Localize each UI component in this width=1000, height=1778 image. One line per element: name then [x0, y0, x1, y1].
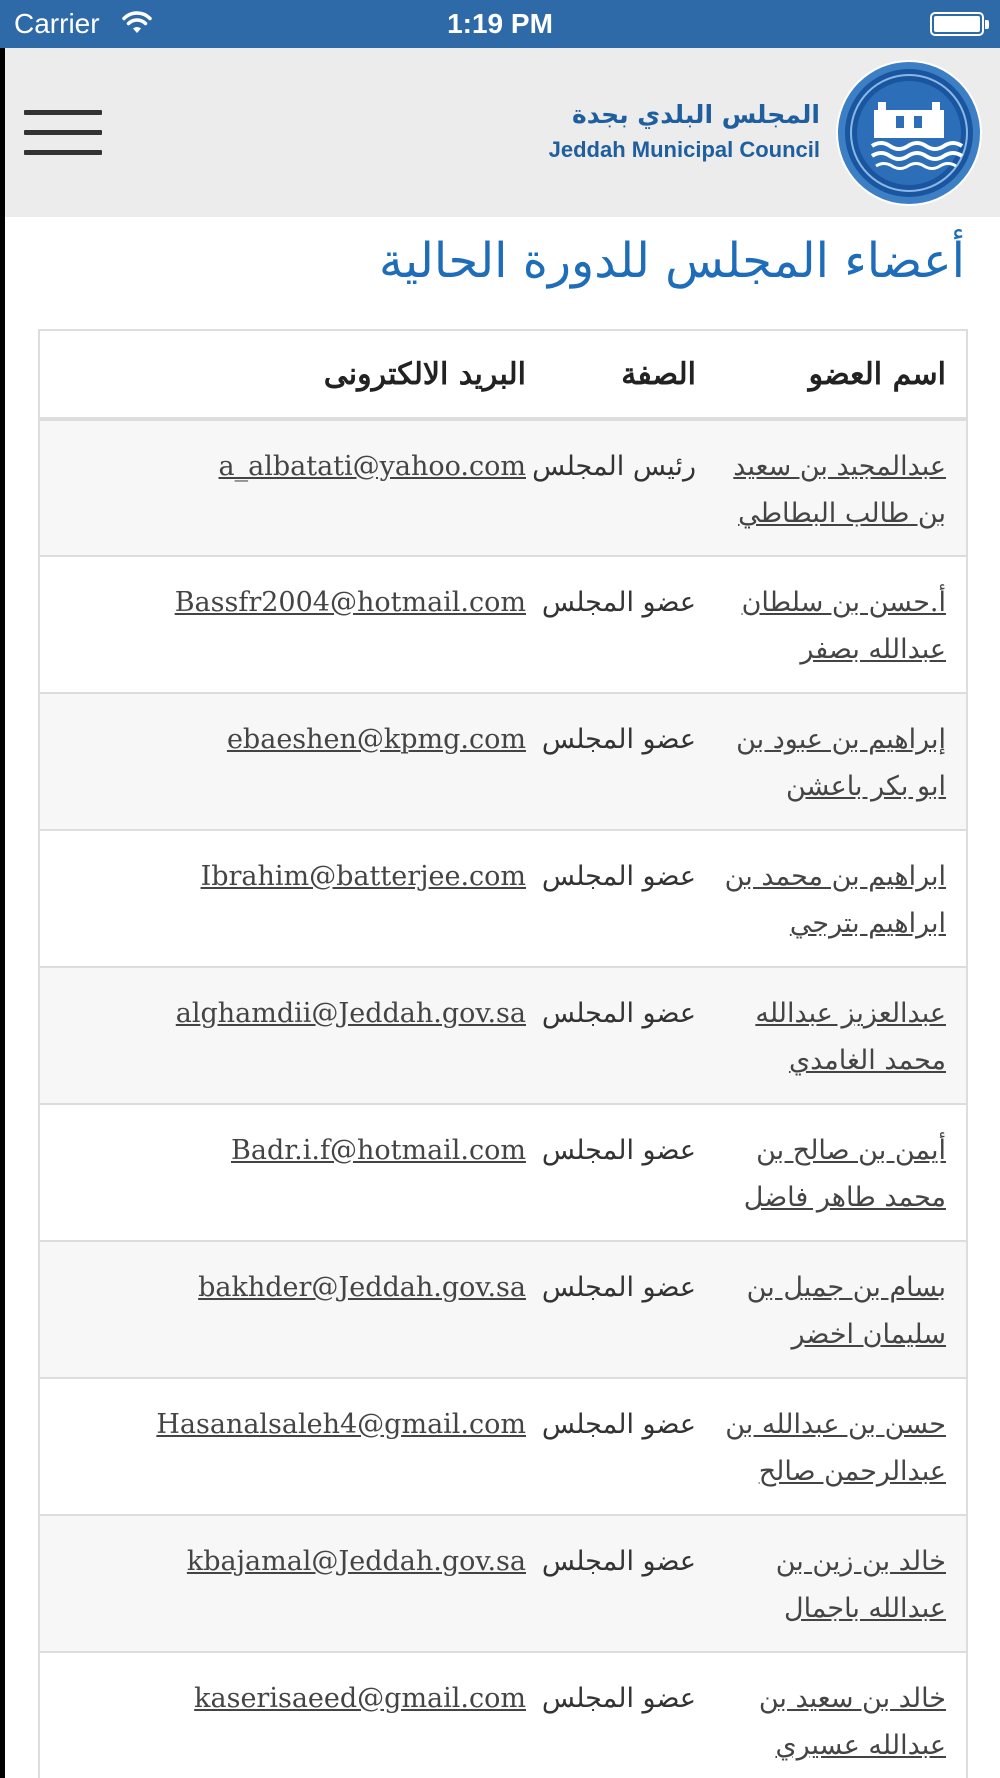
app-header	[5, 48, 1000, 217]
member-email-link[interactable]: Badr.i.f@hotmail.com	[231, 1135, 526, 1166]
table-header-row	[40, 331, 966, 419]
member-email-cell	[40, 419, 526, 556]
member-name-line1: إبراهيم بن عبود بن	[736, 724, 946, 755]
member-name-link[interactable]	[725, 1409, 946, 1487]
member-email-cell	[40, 693, 526, 830]
member-name-link[interactable]	[733, 451, 946, 529]
member-name-line2: عبدالله عسيري	[775, 1730, 946, 1761]
member-role-cell: عضو المجلس	[526, 1378, 696, 1515]
member-email-link[interactable]: Hasanalsaleh4@gmail.com	[156, 1409, 526, 1440]
logo-text	[549, 100, 820, 163]
member-role-cell: عضو المجلس	[526, 830, 696, 967]
member-name-line1: بسام بن جميل بن	[746, 1272, 946, 1303]
member-name-line2: ابراهيم بترجي	[789, 908, 946, 939]
member-name-line1: أيمن بن صالح بن	[756, 1135, 946, 1166]
member-name-cell	[696, 1515, 966, 1652]
page-title: أعضاء المجلس للدورة الحالية	[379, 233, 965, 289]
member-name-cell	[696, 1241, 966, 1378]
member-role-cell: عضو المجلس	[526, 693, 696, 830]
member-name-cell	[696, 830, 966, 967]
table-row	[40, 693, 966, 830]
member-name-line1: خالد بن سعيد بن	[758, 1683, 946, 1714]
member-name-line2: عبدالرحمن صالح	[758, 1456, 946, 1487]
table-row	[40, 556, 966, 693]
member-name-line2: سليمان اخضر	[791, 1319, 946, 1350]
member-email-cell	[40, 1652, 526, 1778]
member-name-link[interactable]	[736, 724, 946, 802]
member-email-cell	[40, 1241, 526, 1378]
member-email-cell	[40, 830, 526, 967]
member-email-link[interactable]: alghamdii@Jeddah.gov.sa	[175, 998, 526, 1029]
member-name-line2: بن طالب البطاطي	[738, 498, 946, 529]
table-row	[40, 419, 966, 556]
member-email-link[interactable]: bakhder@Jeddah.gov.sa	[198, 1272, 526, 1303]
member-email-cell	[40, 1378, 526, 1515]
hamburger-menu-icon[interactable]	[24, 110, 102, 156]
member-name-line1: حسن بن عبدالله بن	[725, 1409, 946, 1440]
logo-english-name: Jeddah Municipal Council	[548, 137, 820, 162]
member-name-cell	[696, 1378, 966, 1515]
column-header-name: اسم العضو	[696, 331, 966, 419]
member-role-cell: عضو المجلس	[526, 1104, 696, 1241]
table-row	[40, 1652, 966, 1778]
member-name-link[interactable]	[759, 1683, 946, 1761]
member-role-cell: عضو المجلس	[526, 1652, 696, 1778]
member-name-line1: خالد بن زين بن	[775, 1546, 946, 1577]
member-name-link[interactable]	[744, 1135, 946, 1213]
member-name-link[interactable]	[776, 1546, 946, 1624]
member-email-link[interactable]: Ibrahim@batterjee.com	[200, 861, 526, 892]
member-name-line1: عبدالمجيد بن سعيد	[733, 451, 946, 482]
member-name-cell	[696, 967, 966, 1104]
member-role-cell: عضو المجلس	[526, 967, 696, 1104]
member-name-link[interactable]	[755, 998, 946, 1076]
column-header-role: الصفة	[526, 331, 696, 419]
table-row	[40, 967, 966, 1104]
member-role-cell: عضو المجلس	[526, 1515, 696, 1652]
member-name-line1: أ.حسن بن سلطان	[741, 587, 946, 618]
member-role-cell: رئيس المجلس	[526, 419, 696, 556]
member-email-cell	[40, 1515, 526, 1652]
member-name-line2: عبدالله بصفر	[800, 634, 946, 665]
member-email-cell	[40, 556, 526, 693]
member-name-line2: محمد الغامدي	[788, 1045, 946, 1076]
member-name-cell	[696, 693, 966, 830]
member-role-cell: عضو المجلس	[526, 1241, 696, 1378]
logo-arabic-name: المجلس البلدي بجدة	[571, 100, 820, 129]
member-email-cell	[40, 967, 526, 1104]
app-screen	[5, 48, 1000, 1778]
member-email-link[interactable]: a_albatati@yahoo.com	[218, 451, 526, 482]
member-name-link[interactable]	[725, 861, 946, 939]
member-name-line2: محمد طاهر فاضل	[743, 1182, 946, 1213]
table-row	[40, 1104, 966, 1241]
members-table	[38, 329, 968, 1778]
member-email-link[interactable]: ebaeshen@kpmg.com	[226, 724, 526, 755]
member-name-line1: ابراهيم بن محمد بن	[724, 861, 946, 892]
member-name-cell	[696, 1104, 966, 1241]
clock-time: 1:19 PM	[447, 8, 553, 39]
member-name-link[interactable]	[747, 1272, 946, 1350]
table-row	[40, 830, 966, 967]
member-email-link[interactable]: kbajamal@Jeddah.gov.sa	[186, 1546, 526, 1577]
table-row	[40, 1241, 966, 1378]
carrier-label: Carrier	[14, 8, 100, 39]
member-email-link[interactable]: Bassfr2004@hotmail.com	[174, 587, 526, 618]
member-name-cell	[696, 556, 966, 693]
table-row	[40, 1515, 966, 1652]
member-name-line2: عبدالله باجمال	[783, 1593, 946, 1624]
member-email-link[interactable]: kaserisaeed@gmail.com	[194, 1683, 526, 1714]
column-header-email: البريد الالكترونى	[40, 331, 526, 419]
battery-icon	[930, 12, 984, 36]
member-name-line1: عبدالعزيز عبدالله	[755, 998, 946, 1029]
member-role-cell: عضو المجلس	[526, 556, 696, 693]
member-email-cell	[40, 1104, 526, 1241]
member-name-cell	[696, 419, 966, 556]
table-row	[40, 1378, 966, 1515]
status-bar	[0, 0, 1000, 48]
member-name-link[interactable]	[742, 587, 946, 665]
member-name-cell	[696, 1652, 966, 1778]
council-seal-logo-icon	[834, 58, 984, 208]
member-name-line2: ابو بكر باعشن	[786, 771, 946, 802]
